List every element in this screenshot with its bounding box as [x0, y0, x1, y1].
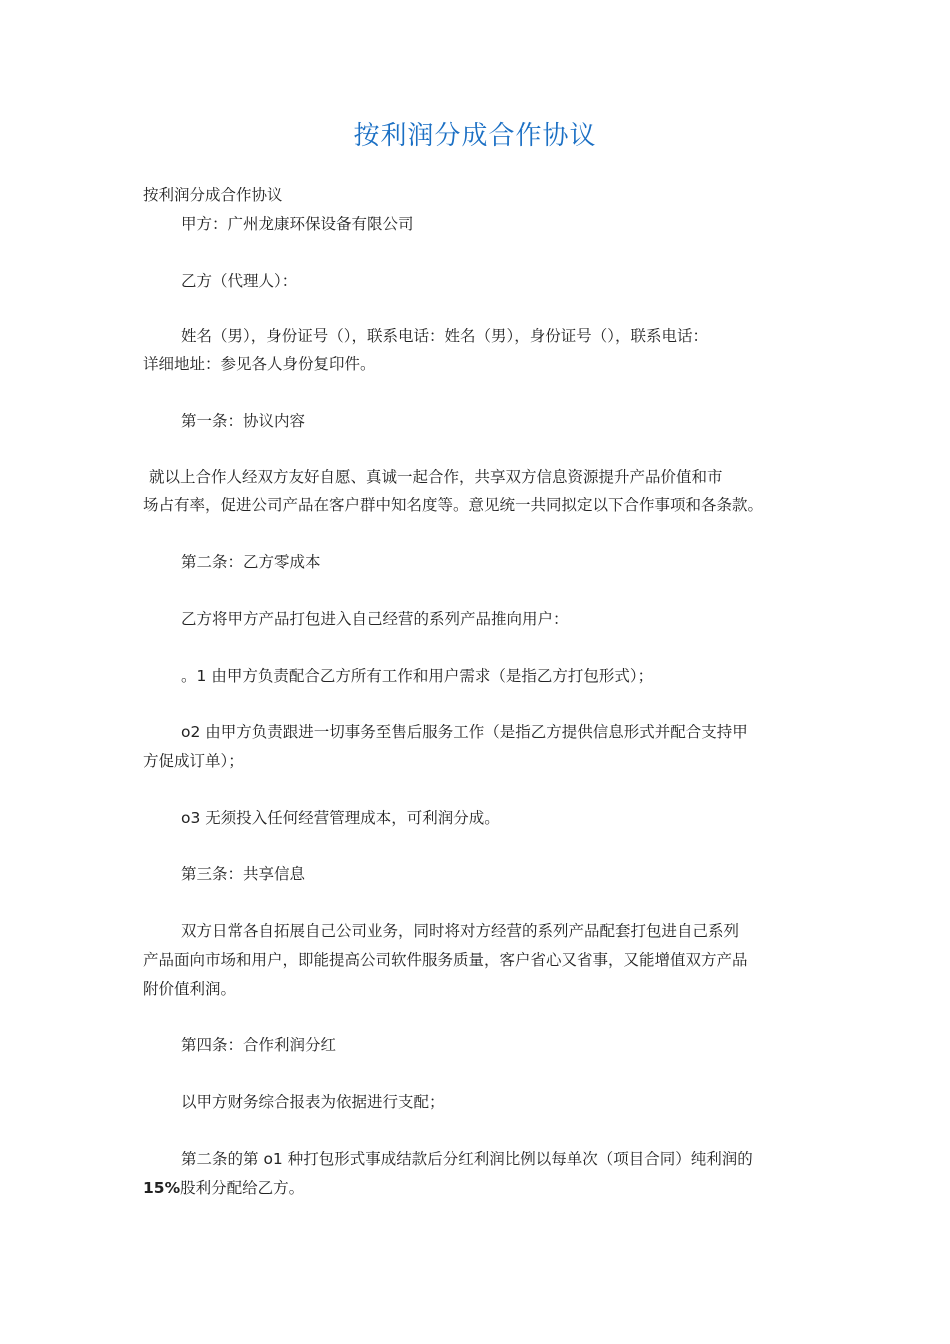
article2-item-2-prefix: o2: [181, 723, 201, 741]
party-a-line: 甲方：广州龙康环保设备有限公司: [181, 215, 414, 233]
article2-item-3: [181, 807, 500, 829]
article4-intro: 以甲方财务综合报表为依据进行支配；: [181, 1093, 445, 1111]
article2-item-2: [181, 721, 748, 743]
article1-body-line-2: 场占有率，促进公司产品在客户群中知名度等。意见统一共同拟定以下合作事项和各条款。: [143, 496, 764, 514]
article4-clause-code: o1: [263, 1150, 283, 1168]
article4-heading: 第四条：合作利润分红: [181, 1036, 337, 1054]
article2-item-1: [181, 665, 653, 687]
article1-body-line-1: 就以上合作人经双方友好自愿、真诚一起合作，共享双方信息资源提升产品价值和市: [149, 468, 723, 486]
article2-item-1-text: 由甲方负责配合乙方所有工作和用户需求（是指乙方打包形式）；: [211, 667, 654, 685]
article4-clause-line-1: [181, 1148, 753, 1170]
article2-item-2-text-line-1: 由甲方负责跟进一切事务至售后服务工作（是指乙方提供信息形式并配合支持甲: [205, 723, 748, 741]
article2-intro: 乙方将甲方产品打包进入自己经营的系列产品推向用户：: [181, 610, 569, 628]
parties-info-line-1: 姓名（男），身份证号（），联系电话：姓名（男），身份证号（），联系电话：: [181, 327, 709, 345]
article3-body-line-3: 附价值利润。: [143, 980, 237, 998]
document-subtitle: 按利润分成合作协议: [143, 186, 283, 204]
article2-heading: 第二条：乙方零成本: [181, 553, 321, 571]
article2-item-3-text: 无须投入任何经营管理成本，可利润分成。: [205, 809, 500, 827]
parties-info-line-2: 详细地址：参见各人身份复印件。: [143, 355, 376, 373]
article1-heading: 第一条：协议内容: [181, 412, 306, 430]
article4-clause-part-1: 第二条的第: [181, 1150, 259, 1168]
article2-item-2-text-line-2: 方促成订单）；: [143, 752, 244, 770]
article4-clause-part-3: 股利分配给乙方。: [180, 1179, 305, 1197]
article4-clause-part-2: 种打包形式事成结款后分红利润比例以每单次（项目合同）纯利润的: [287, 1150, 753, 1168]
document-title: 按利润分成合作协议: [353, 121, 597, 151]
article2-item-1-prefix: 。1: [181, 667, 207, 685]
party-b-line: 乙方（代理人）：: [181, 272, 298, 290]
article2-item-3-prefix: o3: [181, 809, 201, 827]
article3-heading: 第三条：共享信息: [181, 865, 306, 883]
article4-clause-line-2: [143, 1177, 304, 1199]
article4-clause-percent: 15%: [143, 1179, 181, 1197]
article3-body-line-1: 双方日常各自拓展自己公司业务，同时将对方经营的系列产品配套打包进自己系列: [181, 922, 740, 940]
article3-body-line-2: 产品面向市场和用户，即能提高公司软件服务质量，客户省心又省事，又能增值双方产品: [143, 951, 748, 969]
